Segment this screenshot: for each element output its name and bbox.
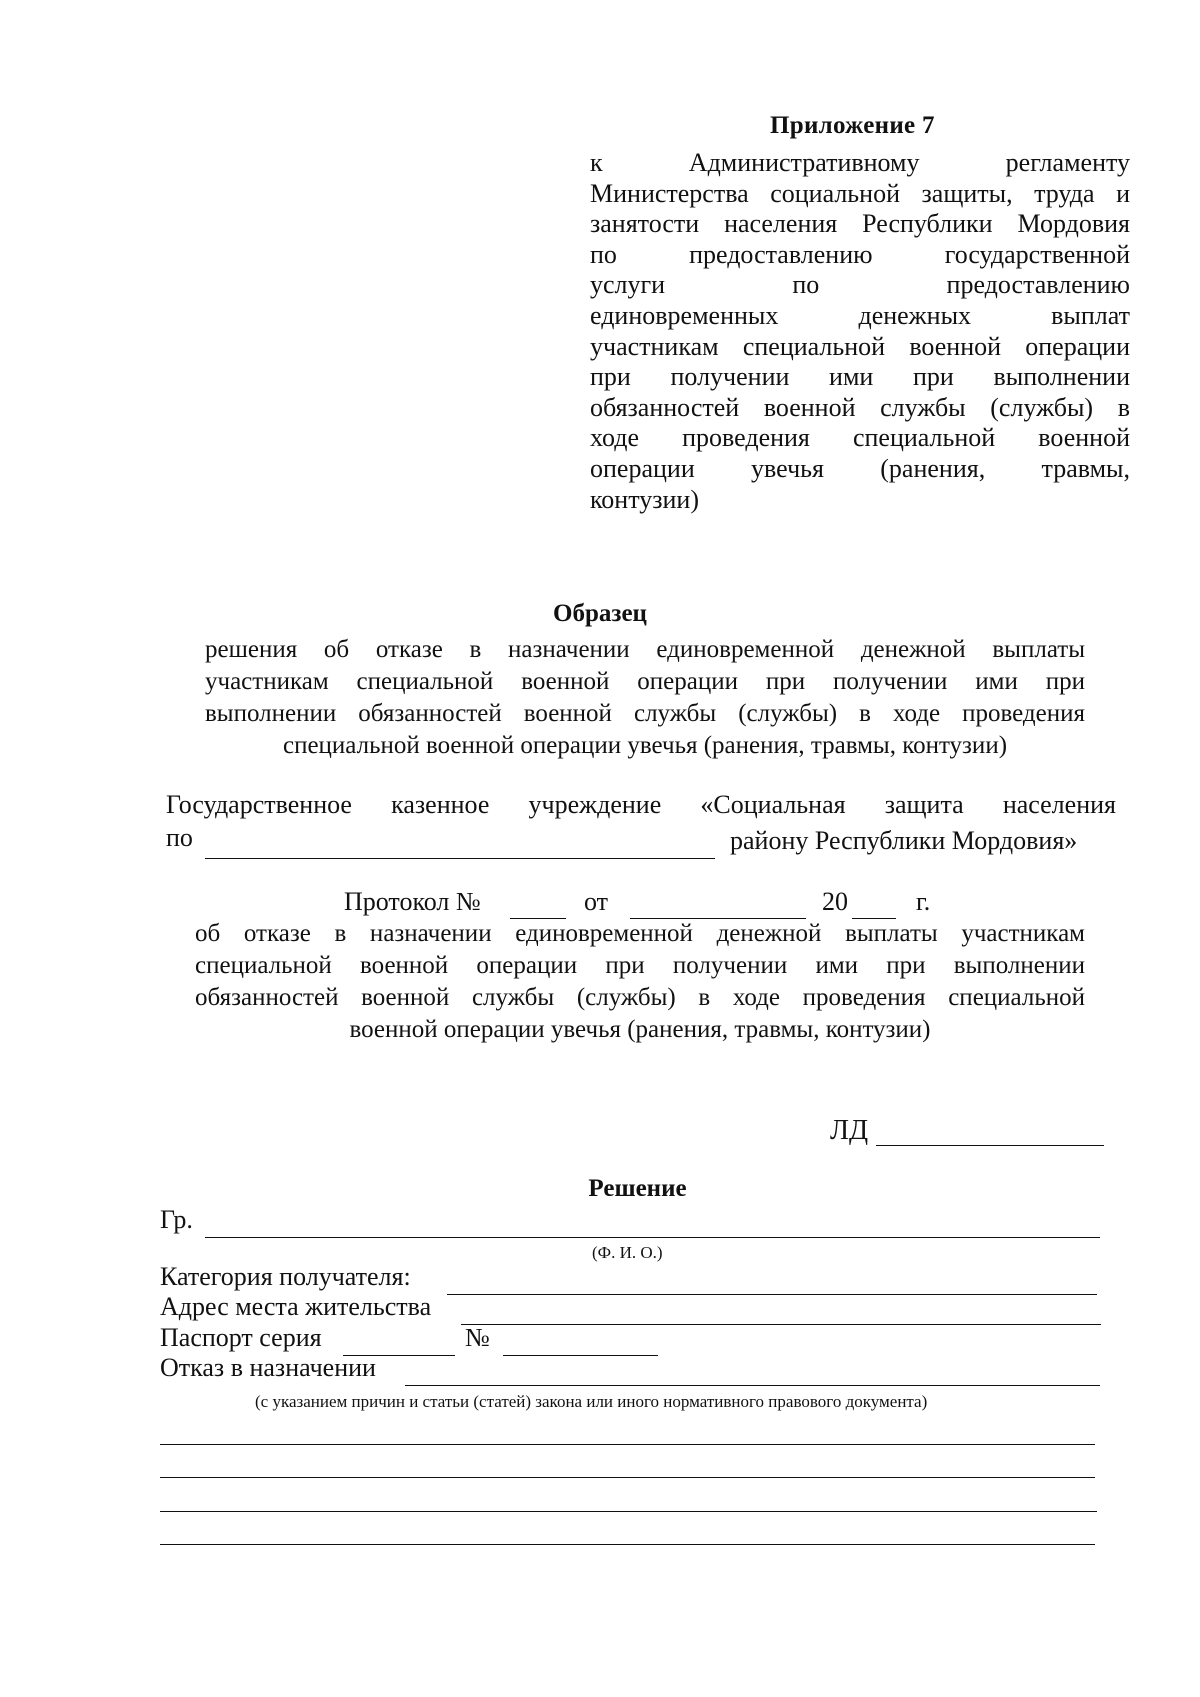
ld-blank[interactable] <box>876 1145 1104 1146</box>
address-label: Адрес места жительства <box>160 1292 432 1321</box>
citizen-label: Гр. <box>160 1205 193 1234</box>
protocol-line: об отказе в назначении единовременной денежной выплаты участникам <box>195 920 1085 947</box>
appendix-line: занятости населения Республики Мордовия <box>590 209 1130 239</box>
appendix-line: единовременных денежных выплат <box>590 300 1130 330</box>
appendix-line: Министерства социальной защиты, труда и <box>590 178 1130 208</box>
appendix-title: Приложение 7 <box>770 112 935 139</box>
citizen-name-blank[interactable] <box>205 1237 1100 1238</box>
passport-series-label: Паспорт серия <box>160 1323 322 1352</box>
protocol-line: специальной военной операции при получении ими при выполнении <box>195 952 1085 979</box>
appendix-line: участникам специальной военной операции <box>590 331 1130 361</box>
reason-line-2[interactable] <box>160 1477 1095 1478</box>
sample-description <box>205 634 1085 762</box>
protocol-year-prefix: 20 <box>822 887 848 916</box>
sample-line: выполнении обязанностей военной службы (службы) в ходе проведения <box>205 700 1085 727</box>
reason-line-3[interactable] <box>160 1511 1097 1512</box>
appendix-line: обязанностей военной службы (службы) в <box>590 392 1130 422</box>
reason-line-4[interactable] <box>160 1544 1095 1545</box>
protocol-line: обязанностей военной службы (службы) в ходе проведения специальной <box>195 984 1085 1011</box>
appendix-line: контузии) <box>590 484 700 514</box>
refusal-hint: (с указанием причин и статьи (статей) закона или иного нормативного правового документа) <box>255 1392 928 1411</box>
appendix-line: ходе проведения специальной военной <box>590 423 1130 453</box>
appendix-line: услуги по предоставлению <box>590 270 1130 300</box>
protocol-year-suffix: г. <box>916 887 931 916</box>
category-label: Категория получателя: <box>160 1262 411 1291</box>
sample-line: решения об отказе в назначении единовременной денежной выплаты <box>205 636 1085 663</box>
category-blank[interactable] <box>447 1294 1097 1295</box>
institution-prefix: по <box>166 823 193 852</box>
fio-hint: (Ф. И. О.) <box>592 1243 663 1262</box>
passport-number-blank[interactable] <box>503 1355 658 1356</box>
protocol-from-label: от <box>584 887 609 916</box>
ld-label: ЛД <box>830 1115 869 1146</box>
protocol-line: военной операции увечья (ранения, травмы, контузии) <box>349 1016 931 1043</box>
institution-name: Государственное казенное учреждение «Социальная защита населения <box>166 790 1116 819</box>
appendix-line: при получении ими при выполнении <box>590 362 1130 392</box>
sample-line: участникам специальной военной операции при получении ими при <box>205 668 1085 695</box>
appendix-line: к Административному регламенту <box>590 148 1130 177</box>
refusal-blank[interactable] <box>405 1385 1100 1386</box>
sample-title: Образец <box>553 600 647 627</box>
protocol-description <box>195 918 1085 1046</box>
district-blank[interactable] <box>205 858 715 859</box>
appendix-line: по предоставлению государственной <box>590 239 1130 269</box>
refusal-label: Отказ в назначении <box>160 1353 376 1382</box>
institution-suffix: району Республики Мордовия» <box>730 826 1078 855</box>
appendix-text <box>590 148 1130 515</box>
reason-line-1[interactable] <box>160 1444 1095 1445</box>
address-blank[interactable] <box>461 1324 1101 1325</box>
decision-title: Решение <box>588 1175 687 1202</box>
appendix-line: операции увечья (ранения, травмы, <box>590 453 1130 483</box>
protocol-label: Протокол № <box>344 887 481 916</box>
sample-line: специальной военной операции увечья (ранения, травмы, контузии) <box>282 732 1008 759</box>
passport-number-label: № <box>465 1323 490 1352</box>
